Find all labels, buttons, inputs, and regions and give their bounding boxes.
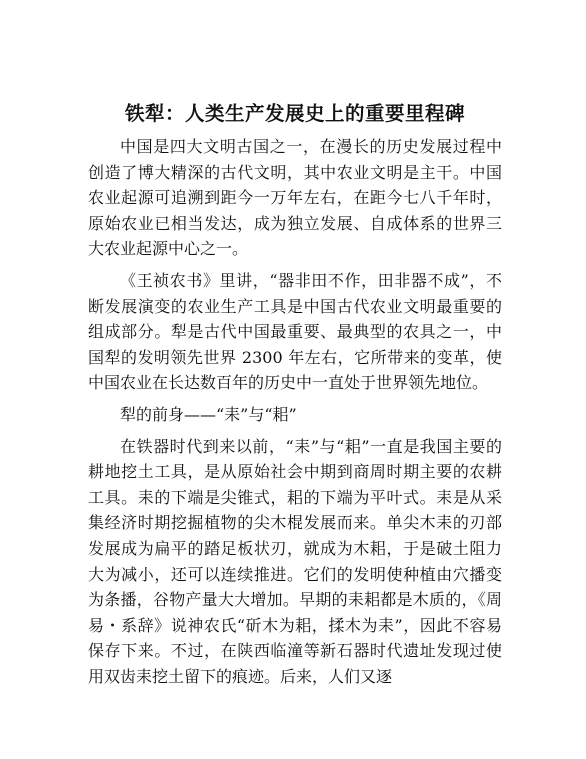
paragraph-1: 中国是四大文明古国之一，在漫长的历史发展过程中创造了博大精深的古代文明，其中农业文明是主干。中国农业起源可追溯到距今一万年左右，在距今七八千年时，原始农业已相当发达，成为独立发展、自成体系的世界三大农业起源中心之一。	[88, 137, 502, 259]
section-subheading: 犁的前身——“耒”与“耜”	[120, 404, 297, 424]
paragraph-3: 在铁器时代到来以前，“耒”与“耜”一直是我国主要的耕地挖土工具，是从原始社会中期到商周时期主要的农耕工具。耒的下端是尖锥式，耜的下端为平叶式。耒是从采集经济时期挖掘植物的尖木棍发展而来。单尖木耒的刃部发展成为扁平的踏足板状刃，就成为木耜，于是破土阻力大为减小，还可以连续推进。它们的发明使种植由穴播变为条播，谷物产量大大增加。早期的耒耜都是木质的，《周易・系辞》说神农氏“斫木为耜，揉木为耒”，因此不容易保存下来。不过，在陕西临潼等新石器时代遗址发现过使用双齿耒挖土留下的痕迹。后来，人们又逐	[88, 436, 502, 686]
document-page	[88, 98, 502, 695]
paragraph-2: 《王祯农书》里讲，“器非田不作，田非器不成”，不断发展演变的农业生产工具是中国古代农业文明最重要的组成部分。犁是古代中国最重要、最典型的农具之一，中国犁的发明领先世界 2300 年左右，它所带来的变革，使中国农业在长达数百年的历史中一直处于世界领先地位。	[88, 270, 502, 393]
document-title: 铁犁：人类生产发展史上的重要里程碑	[124, 102, 465, 125]
